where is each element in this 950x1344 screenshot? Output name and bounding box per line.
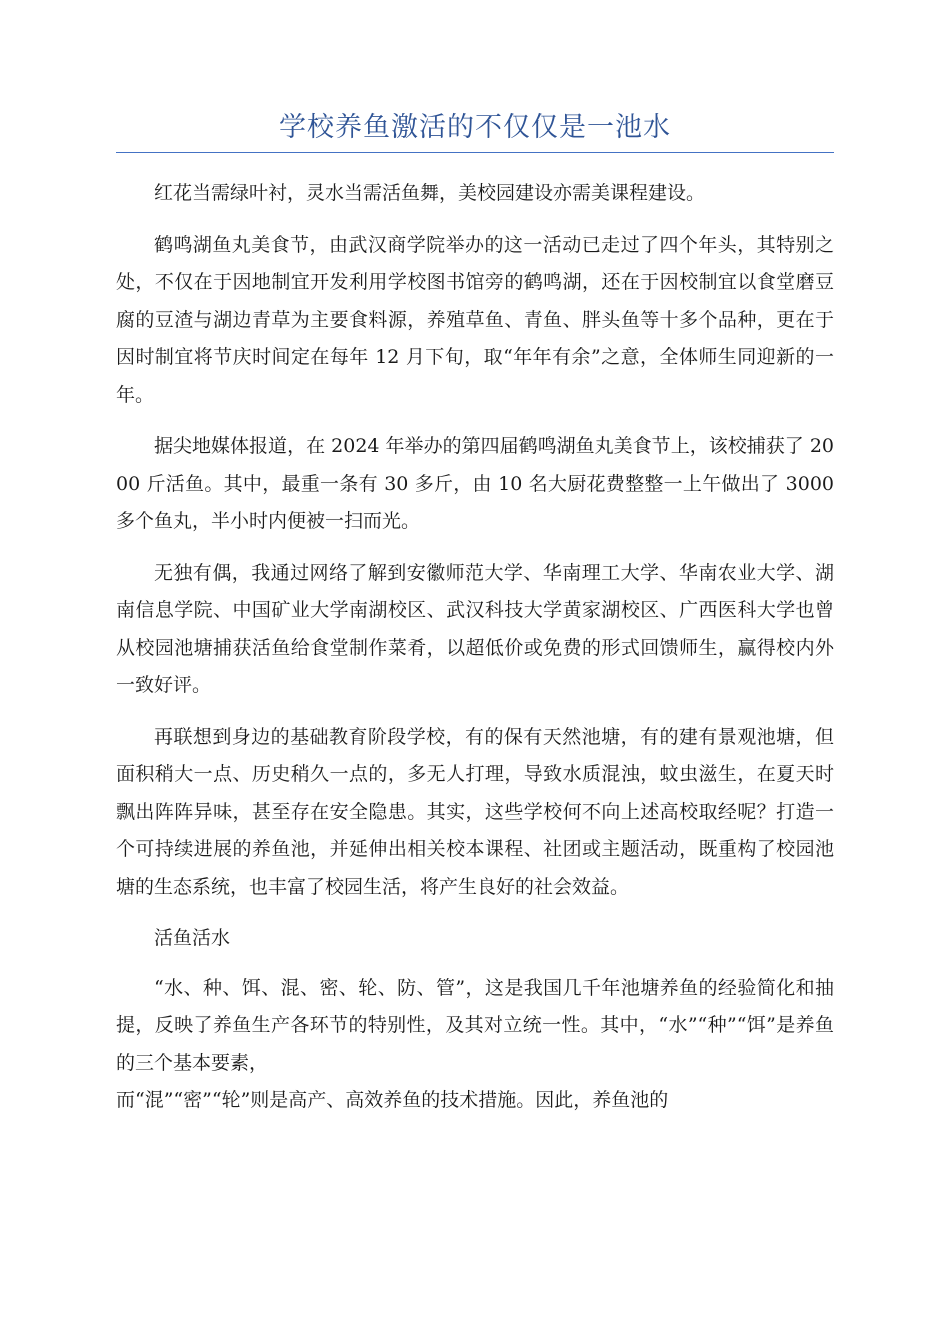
document-page — [116, 110, 834, 1134]
title-underline — [116, 152, 834, 153]
section-heading: 活鱼活水 — [154, 927, 231, 949]
paragraph-basic-education: 再联想到身边的基础教育阶段学校，有的保有天然池塘，有的建有景观池塘，但面积稍大一点、历史稍久一点的，多无人打理，导致水质混浊，蚊虫滋生，在夏天时飘出阵阵异味，甚至存在安全隐患。其实，这些学校何不向上述高校取经呢？打造一个可持续进展的养鱼池，并延伸出相关校本课程、社团或主题活动，既重构了校园池塘的生态系统，也丰富了校园生活，将产生良好的社会效益。 — [116, 725, 834, 898]
paragraph-fish-farming-principles: “水、种、饵、混、密、轮、防、管”，这是我国几千年池塘养鱼的经验简化和抽提，反映了养鱼生产各环节的特别性，及其对立统一性。其中，“水”“种”“饵”是养鱼的三个基本要素， — [116, 976, 834, 1074]
paragraph-festival: 鹤鸣湖鱼丸美食节，由武汉商学院举办的这一活动已走过了四个年头，其特别之处，不仅在于因地制宜开发利用学校图书馆旁的鹤鸣湖，还在于因校制宜以食堂磨豆腐的豆渣与湖边青草为主要食料源，养殖草鱼、青鱼、胖头鱼等十多个品种，更在于因时制宜将节庆时间定在每年 12 月下旬，取“年年有余”之意，全体师生同迎新的一年。 — [116, 233, 834, 406]
paragraph-other-universities: 无独有偶，我通过网络了解到安徽师范大学、华南理工大学、华南农业大学、湖南信息学院、中国矿业大学南湖校区、武汉科技大学黄家湖校区、广西医科大学也曾从校园池塘捕获活鱼给食堂制作菜肴，以超低价或免费的形式回馈师生，赢得校内外一致好评。 — [116, 561, 834, 696]
paragraph-news-report: 据尖地媒体报道，在 2024 年举办的第四届鹤鸣湖鱼丸美食节上，该校捕获了 2000 斤活鱼。其中，最重一条有 30 多斤，由 10 名大厨花费整整一上午做出了 3000 多个鱼丸，半小时内便被一扫而光。 — [116, 435, 834, 532]
paragraph-continuation: 而“混”“密”“轮”则是高产、高效养鱼的技术措施。因此，养鱼池的 — [116, 1089, 669, 1111]
paragraph-intro: 红花当需绿叶衬，灵水当需活鱼舞，美校园建设亦需美课程建设。 — [154, 182, 706, 204]
document-title: 学校养鱼激活的不仅仅是一池水 — [279, 112, 671, 143]
